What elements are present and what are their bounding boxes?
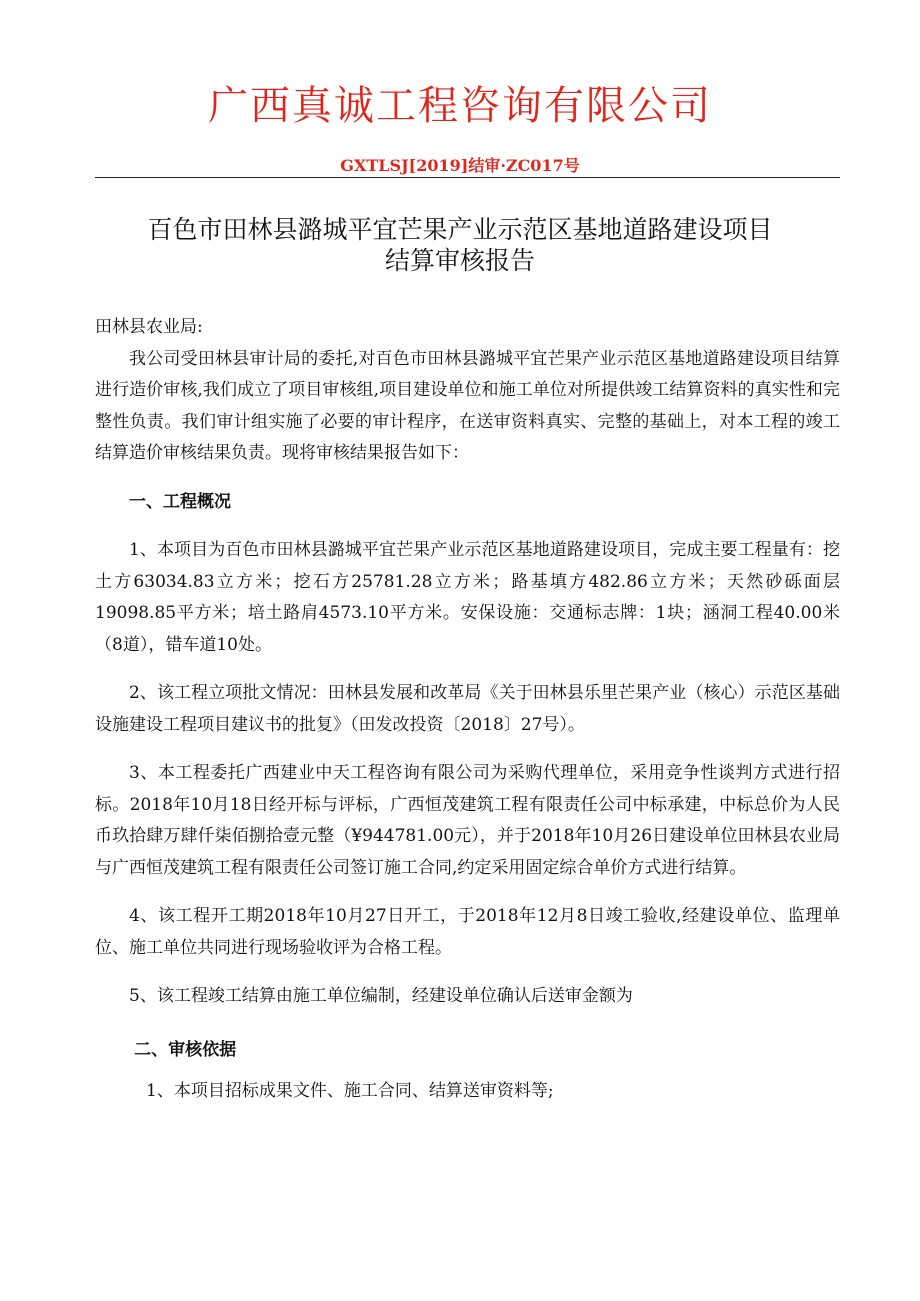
overview-item-2: 2、该工程立项批文情况：田林县发展和改革局《关于田林县乐里芒果产业（核心）示范区基础设施建设工程项目建议书的批复》（田发改投资〔2018〕27号）。 [95, 683, 840, 735]
section-heading-basis: 二、审核依据 [134, 1039, 237, 1060]
basis-item-1: 1、本项目招标成果文件、施工合同、结算送审资料等; [146, 1081, 554, 1101]
report-title-line-1: 百色市田林县潞城平宜芒果产业示范区基地道路建设项目 [147, 215, 773, 244]
company-name: 广西真诚工程咨询有限公司 [208, 83, 712, 129]
report-body [95, 312, 840, 1108]
overview-item-5: 5、该工程竣工结算由施工单位编制，经建设单位确认后送审金额为 [129, 986, 633, 1006]
intro-paragraph: 我公司受田林县审计局的委托,对百色市田林县潞城平宜芒果产业示范区基地道路建设项目结算进行造价审核,我们成立了项目审核组,项目建设单位和施工单位对所提供竣工结算资料的真实性和完整性负责。我们审计组实施了必要的审计程序，在送审资料真实、完整的基础上，对本工程的竣工结算造价审核结果负责。现将审核结果报告如下： [95, 348, 840, 463]
header-divider [95, 177, 840, 178]
section-heading-overview: 一、工程概况 [129, 491, 231, 512]
overview-item-3: 3、本工程委托广西建业中天工程咨询有限公司为采购代理单位，采用竞争性谈判方式进行招标。2018年10月18日经开标与评标，广西恒茂建筑工程有限责任公司中标承建，中标总价为人民币玖拾肆万肆仟柒佰捌拾壹元整（¥944781.00元），并于2018年10月26日建设单位田林县农业局与广西恒茂建筑工程有限责任公司签订施工合同,约定采用固定综合单价方式进行结算。 [95, 763, 840, 878]
report-title-line-2: 结算审核报告 [384, 246, 535, 275]
addressee: 田林县农业局: [95, 317, 203, 337]
overview-item-4: 4、该工程开工期2018年10月27日开工，于2018年12月8日竣工验收,经建设单位、监理单位、施工单位共同进行现场验收评为合格工程。 [95, 906, 840, 958]
document-number: GXTLSJ[2019]结审·ZC017号 [340, 156, 580, 175]
report-title [80, 214, 840, 276]
overview-item-1: 1、本项目为百色市田林县潞城平宜芒果产业示范区基地道路建设项目，完成主要工程量有：挖土方63034.83立方米；挖石方25781.28立方米；路基填方482.86立方米；天然砂砾面层19098.85平方米；培土路肩4573.10平方米。安保设施：交通标志牌：1块；涵洞工程40.00米（8道），错车道10处。 [95, 540, 840, 655]
